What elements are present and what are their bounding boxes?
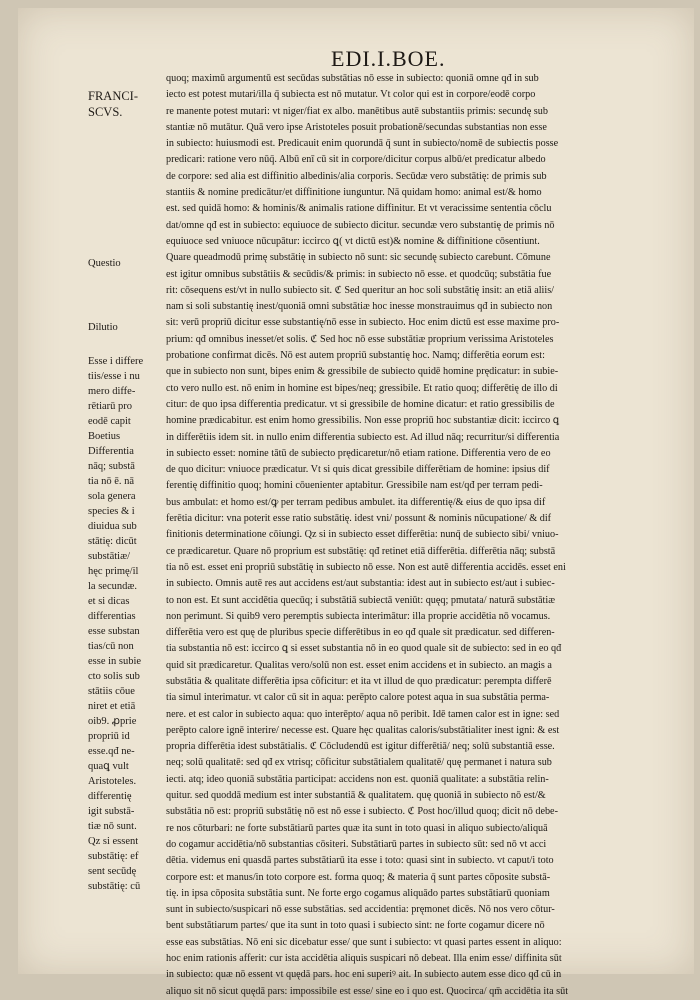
margin-notes <box>88 68 170 948</box>
text-line: probatione confirmat dicēs. Nō est autem propriū substantię hoc. Namq; differētia eorum est: <box>166 350 545 362</box>
running-title: EDI.I.BOE. <box>331 46 446 71</box>
text-line: bent substātiarum partes/ que ita sunt in toto quasi i subiecto sint: ne forte cogamur dicere nō <box>166 920 545 932</box>
text-line: substātia nō est: propriū substātię nō est nō esse i subiecto. ℭ Post hoc/illud quoq; dicit nō debe- <box>166 806 558 818</box>
text-line: do cogamur accidētia/nō substantias cōsiteri. Substātiarū partes in subiecto sūt: sed nō vt acci <box>166 838 547 850</box>
text-line: re manente potest mutari: vt niger/fiat ex albo. manētibus autē substantiis primis: secundę sub <box>166 105 548 117</box>
text-line: re nos cōturbari: ne forte substātiarū partes quæ ita sunt in toto quasi in aliquo subiecto/aliquā <box>166 822 548 834</box>
text-line: de quo dicitur: vniuoce prædicatur. Vt si quis dicat gressibile differētiam de homine: ipsius dif <box>166 464 550 476</box>
text-line: Quare queadmodū primę substātię in subiecto nō sunt: sic secundę subiecto carebunt. Cōmune <box>166 252 551 264</box>
main-text-block <box>166 71 672 1000</box>
text-line: hoc enim rationis afferit: cur ista accidētia aliquis suspicari nō debeat. Illa enim esse/ diffinita sūt <box>166 953 562 965</box>
text-line: bus ambulat: et homo est/ꝙ per terram pedibus ambulet. ita differentię/& eius de quo ipsa dif <box>166 496 546 508</box>
book-page <box>18 8 694 997</box>
margin-note-differentia: Differentia nāq; substā tia nō ē. nā sola genera species & i diuidua sub stātię: dicūt substātiæ/ hęc primę/il la secundæ. et si dicas differentias esse substan tias/cū non esse in subie cto solis sub stātiis cōue niret et etiā oib9. ꝓprie propriū id esse.qđ ne- quaꝗ vult Aristoteles. differentię igit substā- tiæ nō sunt. Qz si essent substātię: ef sent secūdę substātię: cū <box>88 446 142 892</box>
text-line: in subiecto esset: nomine tātū de subiecto prędicaretur/nō etiam ratione. Differentia vero de eo <box>166 447 551 459</box>
text-line: esse eas substātias. Nō eni sic dicebatur esse/ que sunt i subiecto: vt quasi partes essent in aliquo: <box>166 936 562 948</box>
margin-note-questio: Questio <box>88 258 121 269</box>
text-line: perēpto calore ignē interire/ necesse est. Quare hęc qualitas caloris/substātialiter inest igni: & est <box>166 724 560 736</box>
text-line: est. sed quidā homo: & hominis/& animalis ratione diffinitur. Et vt veracissime sententia cōclu <box>166 203 552 215</box>
text-line: tia simul interimatur. vt calor cū sit in aqua: perēpto calore potest aqua in sua substātia perma- <box>166 692 550 704</box>
text-line: equiuoce sed vniuoce nūcupātur: iccirco ꝗ( vt dictū est)& nomine & diffinitione cōsentiunt. <box>166 235 540 247</box>
margin-note-esse-differentiis: Esse i differe tiis/esse i nu mero diffe- rētiarū pro eodē capit Boetius <box>88 356 144 442</box>
text-line: ferētia dicitur: vna poterit esse ratio substātię. idest vni/ possunt & nominis nūcupatione/ & dif <box>166 513 552 525</box>
text-line: to non est. Et sunt accidētia quecūq; i substātiā subiectā veniūt: quęq; pmutata/ naturā substātiæ <box>166 594 556 606</box>
text-line: tia substantia nō est: iccirco ꝗ si esset substantia nō in eo quod quale sit de subiecto: sed in eo qđ <box>166 643 562 655</box>
text-line: sunt in subiecto/suspicari nō esse substātias. sed accidentia: pręmonet dicēs. Nō nos vero cōtur- <box>166 904 555 916</box>
text-line: quoq; maximū argumentū est secūdas substātias nō esse in subiecto: quoniā omne qđ in sub <box>166 73 539 84</box>
text-line: finitionis determinatione cōiungi. Qz si in subiecto esset differētia: nunq̄ de subiecto sibi/ vniuo- <box>166 529 559 541</box>
text-line: citur: de quo ipsa differentia predicatur. vt si gressibile de homine dicatur: et ratio gressibilis de <box>166 398 555 410</box>
text-line: aliquo sit nō sicut quędā pars: impossibile est esse/ sine eo i quo est. Quocirca/ qm̄ accidētia ita sūt <box>166 985 569 997</box>
text-line: in subiecto. Omnis autē res aut accidens est/aut substantia: idest aut in subiecto est/aut i subiec- <box>166 578 555 590</box>
text-line: prium: qđ omnibus inesset/et solis. ℭ Sed hoc nō esse substātiæ proprium verissima Aristoteles <box>166 333 554 345</box>
margin-note-franciscus: FRANCI- SCVS. <box>88 89 139 119</box>
text-line: de corpore: sed alia est diffinitio albedinis/alia corporis. Secūdæ vero substātię: de primis sub <box>166 170 547 182</box>
text-line: iecti. atq; ideo quoniā substātia participat: accidens non est. quoniā qualitate: a substātia relin- <box>166 773 549 785</box>
text-line: substātia & qualitate differētia ipsa cōficitur: et ita vt illud de quo prædicatur: perempta differē <box>166 675 552 687</box>
text-line: nere. et est calor in subiecto aqua: quo interēpto/ aqua nō peribit. Idē tamen calor est in igne: sed <box>166 708 560 720</box>
text-line: stantiæ nō mutātur. Quā vero ipse Aristoteles posuit probationē/secundas substantias non esse <box>166 121 547 133</box>
text-line: non perimunt. Si quib9 vero peremptis subiecta interimātur: illa proprie accidētia nō vocamus. <box>166 610 551 622</box>
text-line: nam si soli substantię inest/quoniā omni substātiæ hoc inesse monstrauimus qđ in subiecto non <box>166 301 553 313</box>
text-line: tia nō est. esset eni propriū substātię in subiecto nō esse. Non est autē differentia accidēs. esset eni <box>166 561 566 573</box>
text-line: differētia vero est quę de pluribus specie differētibus in eo qđ quale sit prædicatur. sed differen- <box>166 627 555 639</box>
text-line: corpore est: et manus/in toto corpore est. forma quoq; & materia q̄ sunt partes cōposite substā- <box>166 871 551 883</box>
text-line: rit: cōsequens est/vt in nullo subiecto sit. ℭ Sed queritur an hoc soli substātię insit: an etiā aliis/ <box>166 284 555 296</box>
text-line: quid sit prædicaretur. Qualitas vero/solū non est. esset enim accidens et in subiecto. an magis a <box>166 659 552 671</box>
text-line: neq; solū qualitatē: sed qđ ex vtrisq; cōficitur substātialem qualitatē/ quę permanet i natura sub <box>166 757 552 769</box>
text-line: tię. in ipsa cōposita substātia sunt. Ne forte ergo cogamus aliquādo partes substātiarū quoniam <box>166 887 550 899</box>
margin-note-dilutio: Dilutio <box>88 322 118 333</box>
text-line: in differētiis idem sit. in nullo enim differentia subiecto est. Ad illud nāq; recurritur/si differentia <box>166 431 560 443</box>
text-line: stantiis & nomine predicātur/et diffinitione iunguntur. Nā quidam homo: animal est/& homo <box>166 187 542 199</box>
text-line: ce prædicaretur. Quare nō proprium est substātię: qđ retinet etiā differētia. differētia nāq; substā <box>166 545 556 557</box>
text-line: in subiecto: quæ nō essent vt quędā pars. hoc eni superiꝰ ait. In subiecto autem esse dico qđ cū in <box>166 969 562 981</box>
text-line: propria differētia idest substātialis. ℭ Cōcludendū est igitur differētiā/ neq; solū substantiā esse. <box>166 741 555 753</box>
text-line: predicari: ratione vero nūq̄. Albū enī cū sit in corpore/dicitur corpus albū/et predicatur albedo <box>166 154 546 166</box>
text-line: que in subiecto non sunt, bipes enim & gressibile de subiecto quidē homine prędicatur: in subie- <box>166 366 559 378</box>
text-line: homine prædicabitur. est enim homo gressibilis. Non esse propriū hoc substantiæ dicit: iccirco ꝗ <box>166 415 560 427</box>
text-line: cto vero nullo est. nō enim in homine est bipes/neq; gressibile. Et ratio quoq; differētię de illo di <box>166 382 558 394</box>
text-line: iecto est potest mutari/illa q̄ subiecta est nō mutatur. Vt color qui est in corpore/eodē corpo <box>166 89 536 101</box>
text-line: est igitur omnibus substātiis & secūdis/& primis: in subiecto nō esse. et quodcūq; substātia fue <box>166 268 552 280</box>
text-line: dat/omne qđ est in subiecto: equiuoce de subiecto dicitur. secundæ vero substantię de primis nō <box>166 219 555 231</box>
text-line: in subiecto: huiusmodi est. Predicauit enim quorundā q̄ sunt in subiecto/nomē de subiectis posse <box>166 138 559 150</box>
text-line: quitur. sed quoddā medium est inter substantiā & qualitatem. quę quoniā in subiecto nō est/& <box>166 790 546 802</box>
text-line: dētia. videmus eni quasdā partes substātiarū ita esse i toto: quasi sint in subiecto. vt caput/i toto <box>166 855 554 867</box>
text-line: sit: verū propriū dicitur esse substantię/nō esse in subiecto. Hoc enim dictū est esse maxime pro- <box>166 317 560 329</box>
text-line: ferentię diffinitio quoq; homini cōuenienter aptabitur. Gressibile nam est/qđ per terram pedi- <box>166 480 543 492</box>
